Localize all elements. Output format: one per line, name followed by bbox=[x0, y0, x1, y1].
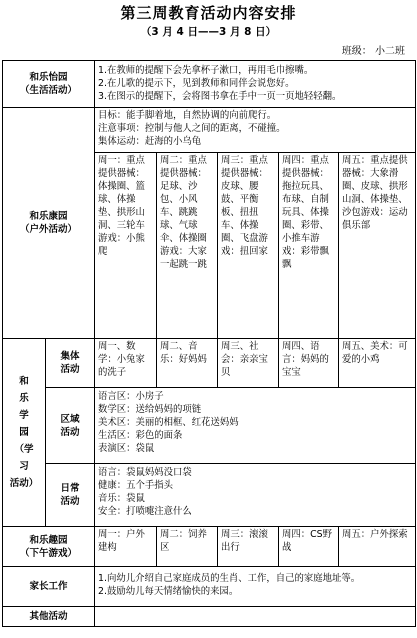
daily-label-line: 活动 bbox=[60, 496, 80, 507]
life-header-sub: （生活活动） bbox=[20, 85, 78, 96]
fun-day-thu: 周四：CS野战 bbox=[279, 527, 339, 567]
list-item: 1.在教师的提醒下会先拿杯子漱口，再用毛巾擦嘴。 bbox=[98, 65, 314, 76]
outdoor-day-thu: 周四：重点提供器械：拖拉玩具、布球、自制玩具、体操圈、彩带、小推车游戏：彩带飘飘 bbox=[279, 153, 339, 339]
area-label-line: 区域 bbox=[60, 413, 80, 425]
other-header: 其他活动 bbox=[3, 607, 95, 627]
group-day-thu: 周四、语言：妈妈的宝宝 bbox=[279, 339, 339, 388]
group-day-mon: 周一、数学：小兔家的洗子 bbox=[95, 339, 157, 388]
learn-group-row bbox=[3, 339, 416, 388]
outdoor-day-tue: 周二：重点提供器械：足球、沙包、小风车、跳跳球、气球伞、体操圈游戏：大家一起跳一跳 bbox=[157, 153, 218, 339]
list-item: 安全：打喷嚏注意什么 bbox=[98, 506, 192, 517]
outdoor-header-title: 和乐康园 bbox=[29, 211, 68, 222]
learn-header-part: 园 bbox=[19, 427, 29, 438]
other-content bbox=[95, 607, 416, 627]
outdoor-day-wed: 周三：重点提供器械：皮球、腰鼓、平衡板、扭扭车、体操圈、飞盘游戏：扭回家 bbox=[218, 153, 279, 339]
other-row bbox=[3, 607, 416, 627]
group-day-wed: 周三、社会：亲亲宝贝 bbox=[218, 339, 279, 388]
fun-header bbox=[3, 527, 95, 567]
life-header-title: 和乐怡园 bbox=[29, 72, 68, 83]
learn-daily-row bbox=[3, 464, 416, 527]
parents-row bbox=[3, 567, 416, 607]
group-label-line: 活动 bbox=[60, 364, 80, 375]
list-item: 表演区：袋鼠 bbox=[98, 443, 155, 454]
list-item: 3.在图示的提醒下，会将图书拿在手中一页一页地轻轻翻。 bbox=[98, 91, 342, 102]
fun-header-title: 和乐趣园 bbox=[29, 534, 68, 546]
list-item: 2.在儿歌的提示下，见到教师和同伴会说您好。 bbox=[98, 78, 295, 89]
fun-row bbox=[3, 527, 416, 567]
list-item: 健康：五个手指头 bbox=[98, 480, 174, 491]
learn-header-part: 习 bbox=[19, 461, 29, 472]
learn-header-part: 和 bbox=[19, 376, 29, 387]
list-item: 数学区：送给妈妈的项链 bbox=[98, 404, 202, 415]
outdoor-goals-row bbox=[3, 108, 416, 153]
life-header bbox=[3, 61, 95, 108]
group-activity-label bbox=[46, 339, 95, 388]
outdoor-day-mon: 周一：重点提供器械：体操圈、篮球、体操垫、拱形山洞、三轮车游戏：小熊爬 bbox=[95, 153, 157, 339]
group-label-line: 集体 bbox=[60, 351, 80, 362]
fun-header-sub: （下午游戏） bbox=[20, 547, 78, 559]
daily-activity-label bbox=[46, 464, 95, 527]
class-label: 班级： 小二班 bbox=[341, 46, 405, 57]
area-label-line: 活动 bbox=[60, 426, 80, 438]
list-item: 美术区：美丽的相框、红花送妈妈 bbox=[98, 417, 239, 428]
area-activity-content bbox=[95, 388, 416, 464]
list-item: 集体运动：赶海的小乌龟 bbox=[98, 136, 202, 147]
learn-header-part: 乐 bbox=[19, 393, 29, 404]
group-day-fri: 周五、美术：可爱的小鸡 bbox=[339, 339, 416, 388]
list-item: 目标：能手脚着地，自然协调的向前爬行。 bbox=[98, 110, 277, 121]
list-item: 生活区：彩色的面条 bbox=[98, 430, 183, 441]
learn-header-part: （学 bbox=[14, 444, 34, 455]
parents-content bbox=[95, 567, 416, 607]
learn-header-part: 活动） bbox=[9, 478, 39, 489]
daily-activity-content bbox=[95, 464, 416, 527]
list-item: 语言区：小房子 bbox=[98, 391, 164, 402]
page-title: 第三周教育活动内容安排 bbox=[120, 4, 297, 22]
list-item: 语言：袋鼠妈妈没口袋 bbox=[98, 467, 192, 478]
outdoor-header-sub: （户外活动） bbox=[20, 224, 78, 235]
area-activity-label bbox=[46, 388, 95, 464]
list-item: 1.向幼儿介绍自己家庭成员的生肖、工作，自己的家庭地址等。 bbox=[98, 573, 361, 584]
outdoor-goals bbox=[95, 108, 416, 153]
parents-header: 家长工作 bbox=[3, 567, 95, 607]
date-range: （3 月 4 日——3 月 8 日） bbox=[140, 26, 277, 38]
learn-header-part: 学 bbox=[19, 410, 29, 421]
list-item: 音乐：袋鼠 bbox=[98, 493, 145, 504]
fun-day-mon: 周一：户外建构 bbox=[95, 527, 157, 567]
learn-area-row bbox=[3, 388, 416, 464]
fun-day-tue: 周二：饲养区 bbox=[157, 527, 218, 567]
daily-label-line: 日常 bbox=[60, 483, 80, 494]
group-day-tue: 周二、音乐：好妈妈 bbox=[157, 339, 218, 388]
life-content bbox=[95, 61, 416, 108]
fun-day-wed: 周三：滚滚出行 bbox=[218, 527, 279, 567]
schedule-table bbox=[2, 60, 416, 627]
life-row bbox=[3, 61, 416, 108]
outdoor-header bbox=[3, 108, 95, 339]
learn-header bbox=[3, 339, 46, 527]
list-item: 2.鼓励幼儿每天情绪愉快的来园。 bbox=[98, 586, 239, 597]
outdoor-day-fri: 周五：重点提供器械：大象滑圈、皮球、拱形山洞、体操垫、沙包游戏：运动俱乐部 bbox=[339, 153, 416, 339]
list-item: 注意事项：控制与他人之间的距离，不碰撞。 bbox=[98, 123, 286, 134]
fun-day-fri: 周五：户外探索 bbox=[339, 527, 416, 567]
